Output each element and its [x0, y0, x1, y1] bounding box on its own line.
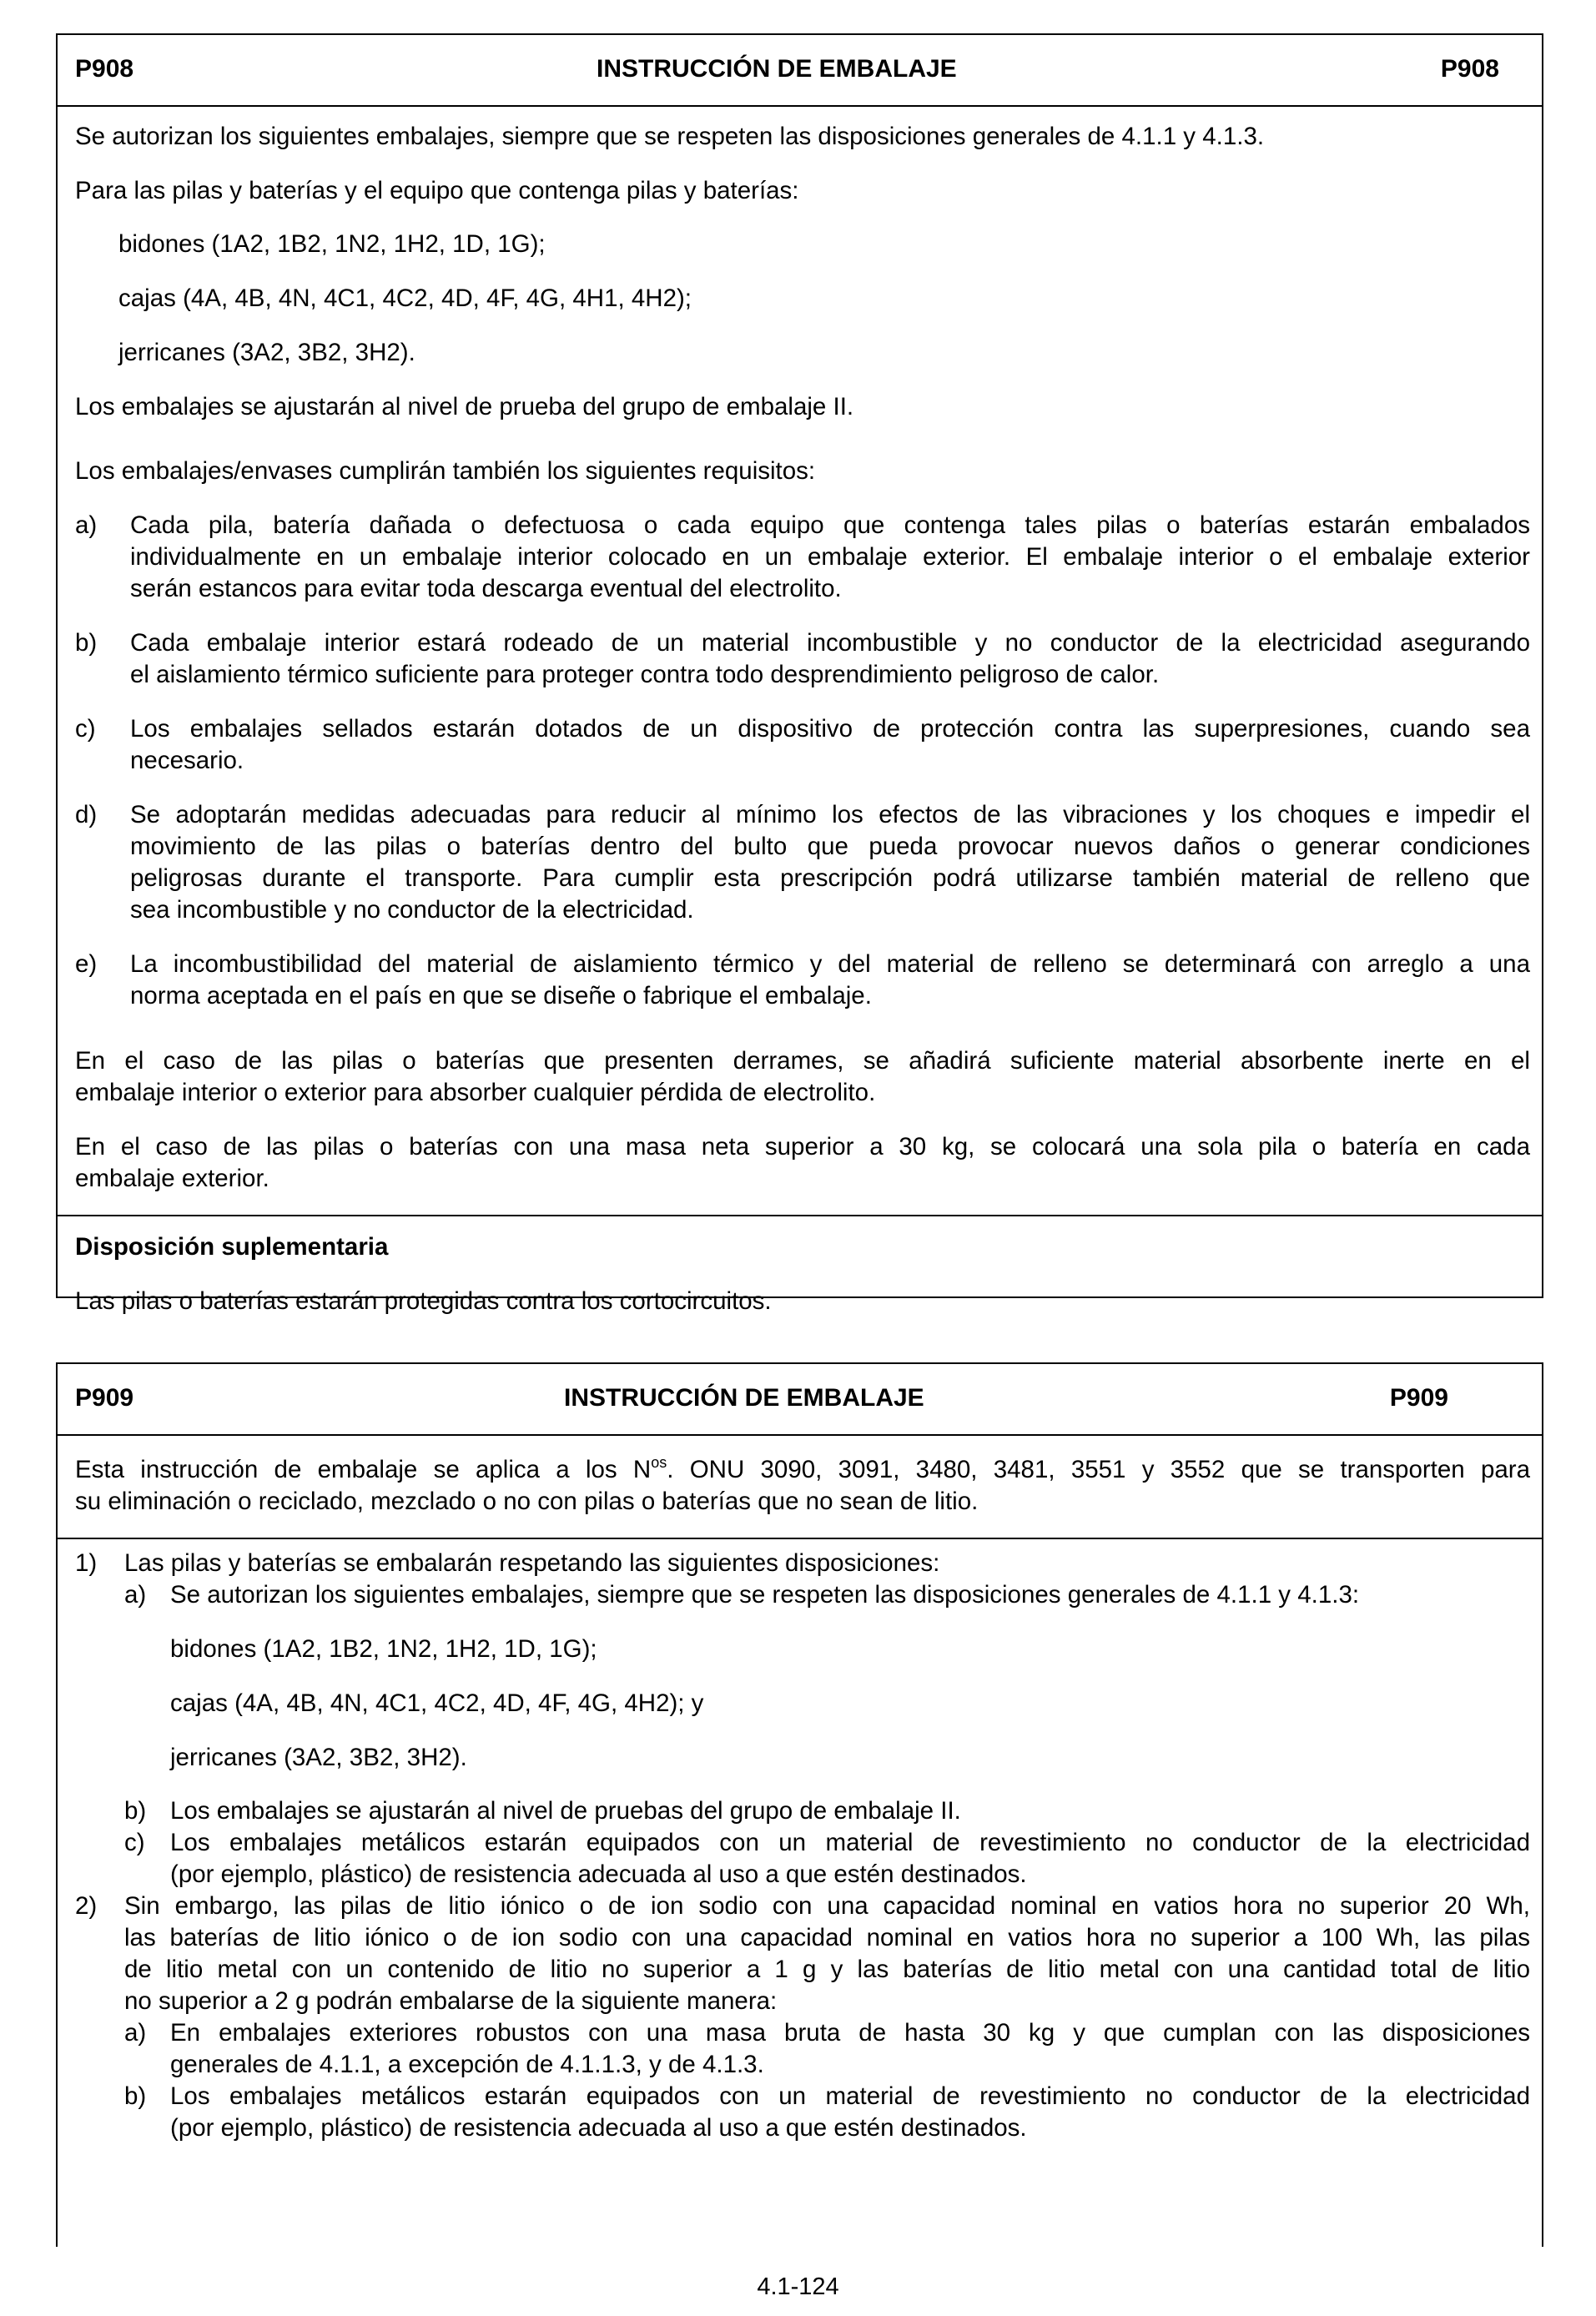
p909-packaging-drums: bidones (1A2, 1B2, 1N2, 1H2, 1D, 1G);	[170, 1635, 597, 1663]
requirement-line: Los embalajes sellados estarán dotados de un dispositivo de protección contra las superpresiones, cuando sea	[130, 715, 1530, 743]
requirement-label: c)	[75, 715, 96, 743]
p908-mass-line: En el caso de las pilas o baterías con una masa neta superior a 30 kg, se colocará una sola pila o batería en cada	[75, 1133, 1530, 1161]
subitem-line: En embalajes exteriores robustos con una masa bruta de hasta 30 kg y que cumplan con las disposiciones	[170, 2019, 1530, 2047]
requirement-line: individualmente en un embalaje interior colocado en un embalaje exterior. El embalaje interior o el embalaje exterior	[130, 543, 1530, 571]
requirement-line: movimiento de las pilas o baterías dentro del bulto que pueda provocar nuevos daños o generar condiciones	[130, 833, 1530, 860]
requirement-line: peligrosas durante el transporte. Para cumplir esta prescripción podrá utilizarse también material de relleno que	[130, 864, 1530, 892]
p909-packaging-jerricans: jerricanes (3A2, 3B2, 3H2).	[170, 1744, 467, 1771]
requirement-label: b)	[75, 629, 98, 657]
p908-header	[58, 35, 1542, 107]
packing-instruction-p908	[56, 33, 1543, 1315]
requirement-line: Cada pila, batería dañada o defectuosa o cada equipo que contenga tales pilas o baterías estarán embalados	[130, 511, 1530, 539]
item-line: no superior a 2 g podrán embalarse de la siguiente manera:	[124, 1987, 778, 2015]
requirement-line: Se adoptarán medidas adecuadas para reducir al mínimo los efectos de las vibraciones y los choques e impedir el	[130, 801, 1530, 828]
p908-intro: Se autorizan los siguientes embalajes, siempre que se respeten las disposiciones generales de 4.1.1 y 4.1.3.	[75, 123, 1265, 150]
subitem-line: Los embalajes metálicos estarán equipados con un material de revestimiento no conductor de la electricidad	[170, 1829, 1530, 1856]
p909-body	[58, 1539, 1542, 2248]
requirement-line: norma aceptada en el país en que se diseñe o fabrique el embalaje.	[130, 982, 872, 1009]
subitem-text: Los embalajes se ajustarán al nivel de pruebas del grupo de embalaje II.	[170, 1797, 961, 1825]
scope-superscript: os	[651, 1454, 667, 1471]
p908-test-level: Los embalajes se ajustarán al nivel de prueba del grupo de embalaje II.	[75, 393, 854, 420]
item-line: de litio metal con un contenido de litio no superior a 1 g y las baterías de litio metal con una cantidad total de litio	[124, 1956, 1530, 1983]
p908-packaging-boxes: cajas (4A, 4B, 4N, 4C1, 4C2, 4D, 4F, 4G, 4H1, 4H2);	[118, 284, 692, 312]
p908-title: INSTRUCCIÓN DE EMBALAJE	[597, 55, 957, 83]
requirement-line: sea incombustible y no conductor de la electricidad.	[130, 896, 694, 924]
subitem-text: Se autorizan los siguientes embalajes, siempre que se respeten las disposiciones generales de 4.1.1 y 4.1.3:	[170, 1581, 1360, 1609]
p908-for-batteries: Para las pilas y baterías y el equipo que contenga pilas y baterías:	[75, 177, 799, 204]
p908-requirements-intro: Los embalajes/envases cumplirán también los siguientes requisitos:	[75, 457, 816, 485]
subitem-label: b)	[124, 2082, 147, 2110]
item-line: Sin embargo, las pilas de litio iónico o de ion sodio con una capacidad nominal en vatios hora no superior 20 Wh,	[124, 1892, 1530, 1920]
subitem-line: generales de 4.1.1, a excepción de 4.1.1.3, y de 4.1.3.	[170, 2051, 764, 2078]
scope-text: . ONU 3090, 3091, 3480, 3481, 3551 y 3552 que se transporten para	[667, 1456, 1530, 1483]
requirement-line: necesario.	[130, 747, 244, 774]
p908-body	[58, 107, 1542, 1216]
item-text: Las pilas y baterías se embalarán respetando las siguientes disposiciones:	[124, 1549, 940, 1577]
p908-packaging-jerricans: jerricanes (3A2, 3B2, 3H2).	[118, 339, 415, 366]
requirement-label: a)	[75, 511, 98, 539]
p909-title: INSTRUCCIÓN DE EMBALAJE	[564, 1384, 924, 1412]
packing-instruction-p909	[56, 1362, 1543, 2247]
p909-packaging-boxes: cajas (4A, 4B, 4N, 4C1, 4C2, 4D, 4F, 4G, 4H2); y	[170, 1689, 704, 1717]
item-label: 1)	[75, 1549, 98, 1577]
p909-code-left: P909	[75, 1384, 134, 1412]
requirement-line: La incombustibilidad del material de aislamiento térmico y del material de relleno se determinará con arreglo a una	[130, 950, 1530, 978]
subitem-line: Los embalajes metálicos estarán equipados con un material de revestimiento no conductor de la electricidad	[170, 2082, 1530, 2110]
subitem-label: c)	[124, 1829, 145, 1856]
subitem-label: a)	[124, 2019, 147, 2047]
subitem-line: (por ejemplo, plástico) de resistencia adecuada al uso a que estén destinados.	[170, 2114, 1027, 2142]
item-label: 2)	[75, 1892, 98, 1920]
requirement-label: d)	[75, 801, 98, 828]
subitem-label: a)	[124, 1581, 147, 1609]
p909-code-right: P909	[1389, 1384, 1448, 1412]
item-line: las baterías de litio iónico o de ion sodio con una capacidad nominal en vatios hora no superior a 100 Wh, las pilas	[124, 1924, 1530, 1951]
page-number: 4.1-124	[757, 2273, 839, 2300]
scope-line	[75, 1454, 1530, 1486]
scope-text: Esta instrucción de embalaje se aplica a los N	[75, 1456, 652, 1483]
p908-mass-line: embalaje exterior.	[75, 1165, 269, 1192]
p908-leaks-line: En el caso de las pilas o baterías que presenten derrames, se añadirá suficiente material absorbente inerte en el	[75, 1047, 1530, 1075]
p909-header	[58, 1364, 1542, 1436]
supplementary-title: Disposición suplementaria	[75, 1233, 389, 1261]
requirement-line: Cada embalaje interior estará rodeado de un material incombustible y no conductor de la electricidad asegurando	[130, 629, 1530, 657]
requirement-line: el aislamiento térmico suficiente para proteger contra todo desprendimiento peligroso de calor.	[130, 661, 1160, 688]
p908-code-right: P908	[1440, 55, 1499, 83]
supplementary-text: Las pilas o baterías estarán protegidas contra los cortocircuitos.	[75, 1287, 772, 1315]
scope-line: su eliminación o reciclado, mezclado o no con pilas o baterías que no sean de litio.	[75, 1488, 979, 1515]
subitem-line: (por ejemplo, plástico) de resistencia adecuada al uso a que estén destinados.	[170, 1860, 1027, 1888]
subitem-label: b)	[124, 1797, 147, 1825]
p908-packaging-drums: bidones (1A2, 1B2, 1N2, 1H2, 1D, 1G);	[118, 230, 546, 258]
requirement-line: serán estancos para evitar toda descarga eventual del electrolito.	[130, 575, 842, 602]
p909-scope	[58, 1436, 1542, 1539]
p908-code-left: P908	[75, 55, 134, 83]
requirement-label: e)	[75, 950, 98, 978]
p908-leaks-line: embalaje interior o exterior para absorber cualquier pérdida de electrolito.	[75, 1079, 876, 1106]
